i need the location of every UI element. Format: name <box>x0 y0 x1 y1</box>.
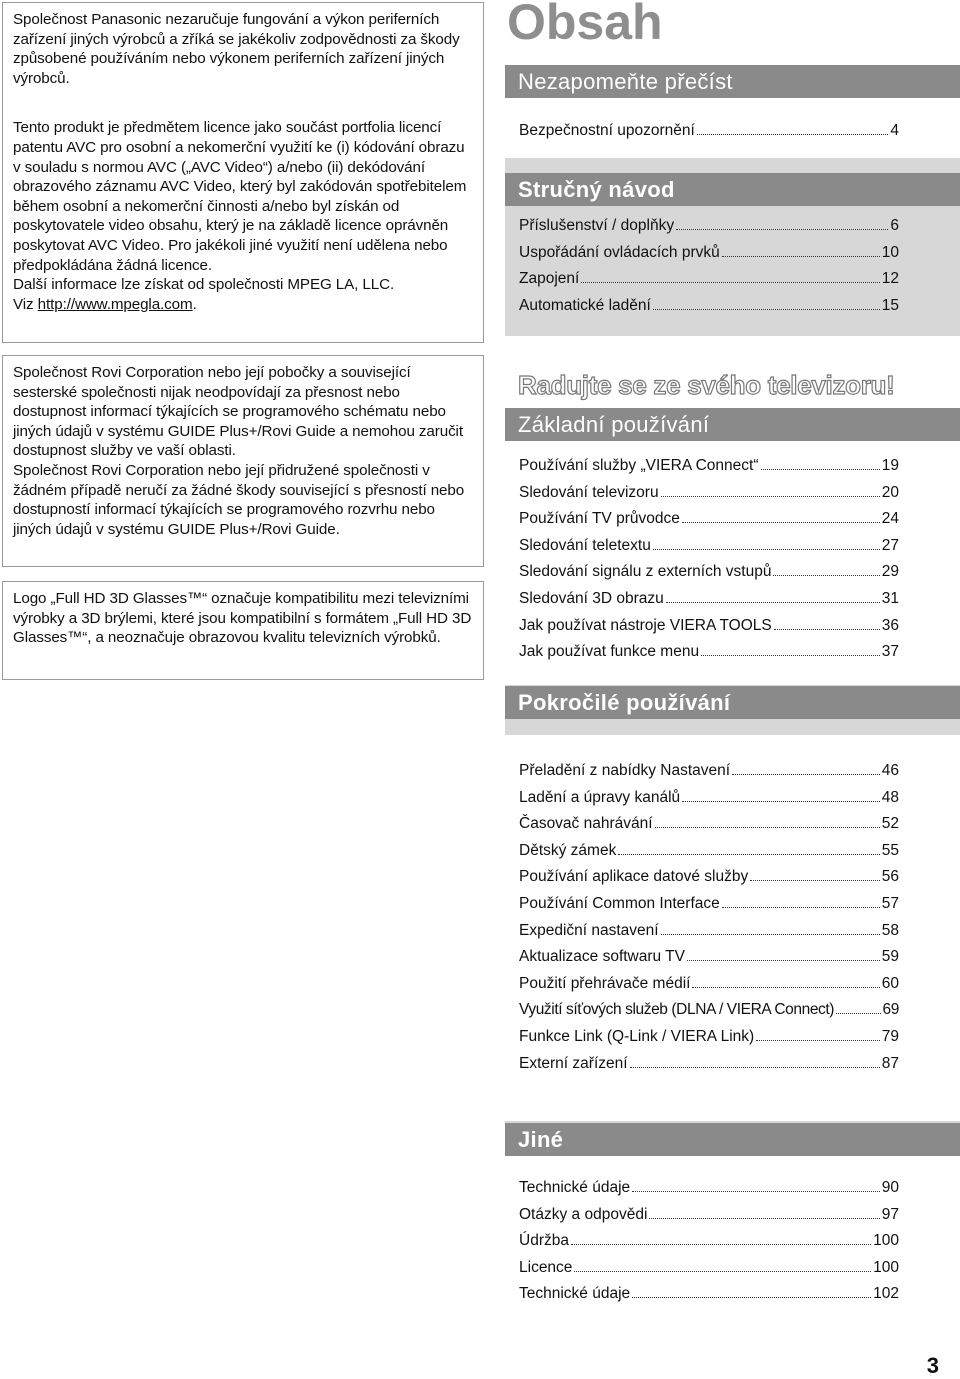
dot-leader <box>682 509 880 523</box>
toc-entry-label: Jak používat funkce menu <box>519 643 700 661</box>
toc-entry[interactable] <box>519 1228 899 1255</box>
dot-leader <box>692 974 879 988</box>
toc-entry-page: 24 <box>881 510 899 528</box>
toc-entry-label: Používání TV průvodce <box>519 510 680 528</box>
toc-entry[interactable] <box>519 586 899 613</box>
see-label: Viz <box>13 295 38 313</box>
notice-box-rovi <box>2 355 484 567</box>
toc-entry-label: Ladění a úpravy kanálů <box>519 788 681 806</box>
toc-entry-page: 10 <box>881 243 899 261</box>
toc-entry[interactable] <box>519 240 899 267</box>
notice-rovi-2: Společnost Rovi Corporation nebo její přidružené společnosti v žádném případě neručí za žádné škody související s přesností nebo dostupností informací týkajících se programového rozvrhu nebo jiných údajů v systému GUIDE Plus+/Rovi Guide. <box>13 461 465 538</box>
enjoy-heading: Radujte se ze svého televizoru! <box>518 370 895 400</box>
toc-entry-label: Aktualizace softwaru TV <box>519 948 685 966</box>
notice-box-3d-glasses <box>2 581 484 680</box>
toc-entry[interactable] <box>519 1202 899 1229</box>
section-header-basic-use: Základní používání <box>505 408 960 441</box>
toc-entry-page: 60 <box>881 974 899 992</box>
toc-entry[interactable] <box>519 1255 899 1282</box>
dot-leader <box>722 243 880 257</box>
toc-entry-label: Sledování 3D obrazu <box>519 589 664 607</box>
toc-entry-label: Přeladění z nabídky Nastavení <box>519 762 731 779</box>
notice-box-panasonic-avc <box>2 2 484 343</box>
toc-entry-label: Sledování teletextu <box>519 536 651 554</box>
toc-entry-label: Příslušenství / doplňky <box>519 217 675 234</box>
mpegla-link[interactable]: http://www.mpegla.com <box>37 295 193 313</box>
dot-leader <box>632 1284 871 1298</box>
notice-rovi-1: Společnost Rovi Corporation nebo její pobočky a související sesterské společnosti nijak neodpovídají za přesnost nebo dostupnost informací týkajících se programového schématu nebo jiných údajů v systému GUIDE Plus+/Rovi Guide a nemohou zaručit dostupnost služby ve vaší oblasti. <box>13 364 463 460</box>
toc-entry[interactable] <box>519 918 899 945</box>
toc-entry-page: 19 <box>881 457 899 474</box>
toc-entry[interactable] <box>519 293 899 320</box>
dot-leader <box>732 761 880 775</box>
toc-entry[interactable] <box>519 506 899 533</box>
toc-entry-label: Bezpečnostní upozornění <box>519 122 695 139</box>
notice-panasonic: Společnost Panasonic nezaručuje fungování a výkon periferních zařízení jiných výrobců a zříká se jakékoliv zodpovědnosti za škody způsobené používáním nebo výkonem periferních zařízení jiných výrobců. <box>13 11 460 87</box>
toc-entry-page: 36 <box>881 616 899 634</box>
toc-entry[interactable] <box>519 1281 899 1308</box>
toc-entry[interactable] <box>519 971 899 998</box>
toc-entry-page: 20 <box>881 483 899 501</box>
toc-entry-page: 100 <box>873 1232 899 1250</box>
dot-leader <box>653 296 880 310</box>
toc-entry-label: Časovač nahrávání <box>519 815 653 833</box>
dot-leader <box>653 536 880 550</box>
toc-entry-page: 12 <box>881 270 899 288</box>
toc-entry-page: 59 <box>881 948 899 966</box>
dot-leader <box>697 121 889 135</box>
toc-entry-page: 52 <box>881 815 899 833</box>
dot-leader <box>571 1231 871 1245</box>
dot-leader <box>774 616 880 630</box>
toc-entry-label: Otázky a odpovědi <box>519 1205 648 1223</box>
toc-entry-page: 4 <box>890 122 899 139</box>
dot-leader <box>666 589 880 603</box>
toc-entry-page: 58 <box>881 921 899 939</box>
notice-glasses: Logo „Full HD 3D Glasses™“ označuje kompatibilitu mezi televizními výrobky a 3D brýlemi, které jsou kompatibilní s formátem „Full HD 3D Glasses™“, a neoznačuje obrazovou kvalitu televizních výrobků. <box>13 590 472 647</box>
dot-leader <box>701 642 880 656</box>
dot-leader <box>630 1054 880 1068</box>
dot-leader <box>655 814 880 828</box>
toc-entry-label: Licence <box>519 1258 573 1276</box>
dot-leader <box>581 269 879 283</box>
toc-entry-label: Sledování signálu z externích vstupů <box>519 563 772 581</box>
toc-entry-label: Použití přehrávače médií <box>519 974 691 992</box>
section-header-quick-guide: Stručný návod <box>505 173 960 206</box>
notice-avc-more-info: Další informace lze získat od společnosti MPEG LA, LLC. <box>13 276 395 294</box>
toc-entry-label: Expediční nastavení <box>519 921 659 939</box>
dot-leader <box>756 1027 880 1041</box>
toc-entry-label: Zapojení <box>519 270 580 288</box>
dot-leader <box>618 841 879 855</box>
toc-entry[interactable] <box>519 944 899 971</box>
toc-entry-label: Sledování televizoru <box>519 483 659 501</box>
toc-entry[interactable] <box>519 758 899 785</box>
notice-avc-see <box>13 295 473 315</box>
toc-entry[interactable] <box>519 1051 899 1078</box>
toc-entry-page: 48 <box>881 788 899 806</box>
toc-entry-page: 31 <box>881 589 899 607</box>
toc-entry-page: 57 <box>881 894 899 912</box>
toc-entry[interactable] <box>519 997 899 1024</box>
toc-entry-page: 56 <box>881 868 899 886</box>
toc-entry[interactable] <box>519 864 899 891</box>
toc-entry[interactable] <box>519 118 899 145</box>
toc-entry[interactable] <box>519 785 899 812</box>
toc-entry-label: Externí zařízení <box>519 1054 628 1072</box>
toc-entry[interactable] <box>519 613 899 640</box>
toc-entry-label: Automatické ladění <box>519 296 651 314</box>
dot-leader <box>632 1178 880 1192</box>
toc-entry[interactable] <box>519 453 899 480</box>
toc-entry-label: Funkce Link (Q-Link / VIERA Link) <box>519 1027 755 1045</box>
toc-entry-label: Využití síťových služeb (DLNA / VIERA Connect) <box>519 1001 835 1019</box>
toc-entry-page: 90 <box>881 1179 899 1196</box>
toc-entry-label: Uspořádání ovládacích prvků <box>519 243 720 261</box>
dot-leader <box>574 1258 871 1272</box>
dot-leader <box>722 894 880 908</box>
toc-entry-page: 87 <box>881 1054 899 1072</box>
toc-list-other <box>519 1175 899 1308</box>
toc-entry[interactable] <box>519 533 899 560</box>
section-header-read-first: Nezapomeňte přečíst <box>505 65 960 98</box>
toc-entry-label: Technické údaje <box>519 1285 631 1303</box>
toc-entry[interactable] <box>519 266 899 293</box>
toc-entry[interactable] <box>519 213 899 240</box>
toc-list-advanced-use <box>519 758 899 1077</box>
section-header-other: Jiné <box>505 1123 960 1156</box>
dot-leader <box>661 921 880 935</box>
dot-leader <box>750 867 880 881</box>
toc-entry[interactable] <box>519 811 899 838</box>
dot-leader <box>836 1000 880 1014</box>
dot-leader <box>687 947 880 961</box>
toc-entry[interactable] <box>519 891 899 918</box>
toc-entry-label: Používání služby „VIERA Connect“ <box>519 457 759 474</box>
toc-entry-page: 97 <box>881 1205 899 1223</box>
toc-entry-label: Údržba <box>519 1232 569 1250</box>
toc-entry-label: Používání Common Interface <box>519 894 720 912</box>
toc-entry-page: 55 <box>881 841 899 859</box>
dot-leader <box>661 483 880 497</box>
toc-entry-page: 46 <box>881 762 899 779</box>
toc-entry-page: 69 <box>882 1001 899 1019</box>
toc-entry-page: 100 <box>873 1258 899 1276</box>
toc-entry[interactable] <box>519 1024 899 1051</box>
toc-entry-page: 79 <box>881 1027 899 1045</box>
toc-entry-label: Používání aplikace datové služby <box>519 868 749 886</box>
see-end: . <box>192 295 197 313</box>
toc-entry-label: Technické údaje <box>519 1179 631 1196</box>
page-number: 3 <box>926 1353 939 1378</box>
toc-entry-page: 37 <box>881 643 899 661</box>
toc-entry-page: 29 <box>881 563 899 581</box>
dot-leader <box>649 1205 879 1219</box>
toc-entry-label: Jak používat nástroje VIERA TOOLS <box>519 616 772 634</box>
toc-entry-page: 27 <box>881 536 899 554</box>
toc-entry-page: 102 <box>873 1285 899 1303</box>
toc-entry[interactable] <box>519 1175 899 1202</box>
dot-leader <box>761 456 880 470</box>
toc-list-read-first <box>519 118 899 145</box>
section-header-advanced-use: Pokročilé používání <box>505 686 960 719</box>
toc-entry[interactable] <box>519 559 899 586</box>
toc-entry-page: 15 <box>881 296 899 314</box>
dot-leader <box>773 562 879 576</box>
toc-entry-page: 6 <box>890 217 899 234</box>
toc-entry[interactable] <box>519 838 899 865</box>
toc-entry[interactable] <box>519 639 899 666</box>
toc-list-basic-use <box>519 453 899 666</box>
notice-avc-license: Tento produkt je předmětem licence jako součást portfolia licencí patentu AVC pro osobní a nekomerční využití ke (i) kódování obrazu v souladu s normou AVC („AVC Video“) a/nebo (ii) dekódování obrazového záznamu AVC Video, který byl zakódován spotřebitelem během osobní a nekomerční činnosti a/nebo byl získán od poskytovatele video obsahu, který je na základě licence oprávněn poskytovat AVC Video. Pro jakékoli jiné využití není udělena nebo předpokládána žádná licence. <box>13 119 467 274</box>
dot-leader <box>676 216 888 230</box>
dot-leader <box>682 788 880 802</box>
toc-entry-label: Dětský zámek <box>519 841 617 859</box>
contents-title: Obsah <box>507 0 663 50</box>
toc-list-quick-guide <box>519 213 899 319</box>
toc-entry[interactable] <box>519 480 899 507</box>
